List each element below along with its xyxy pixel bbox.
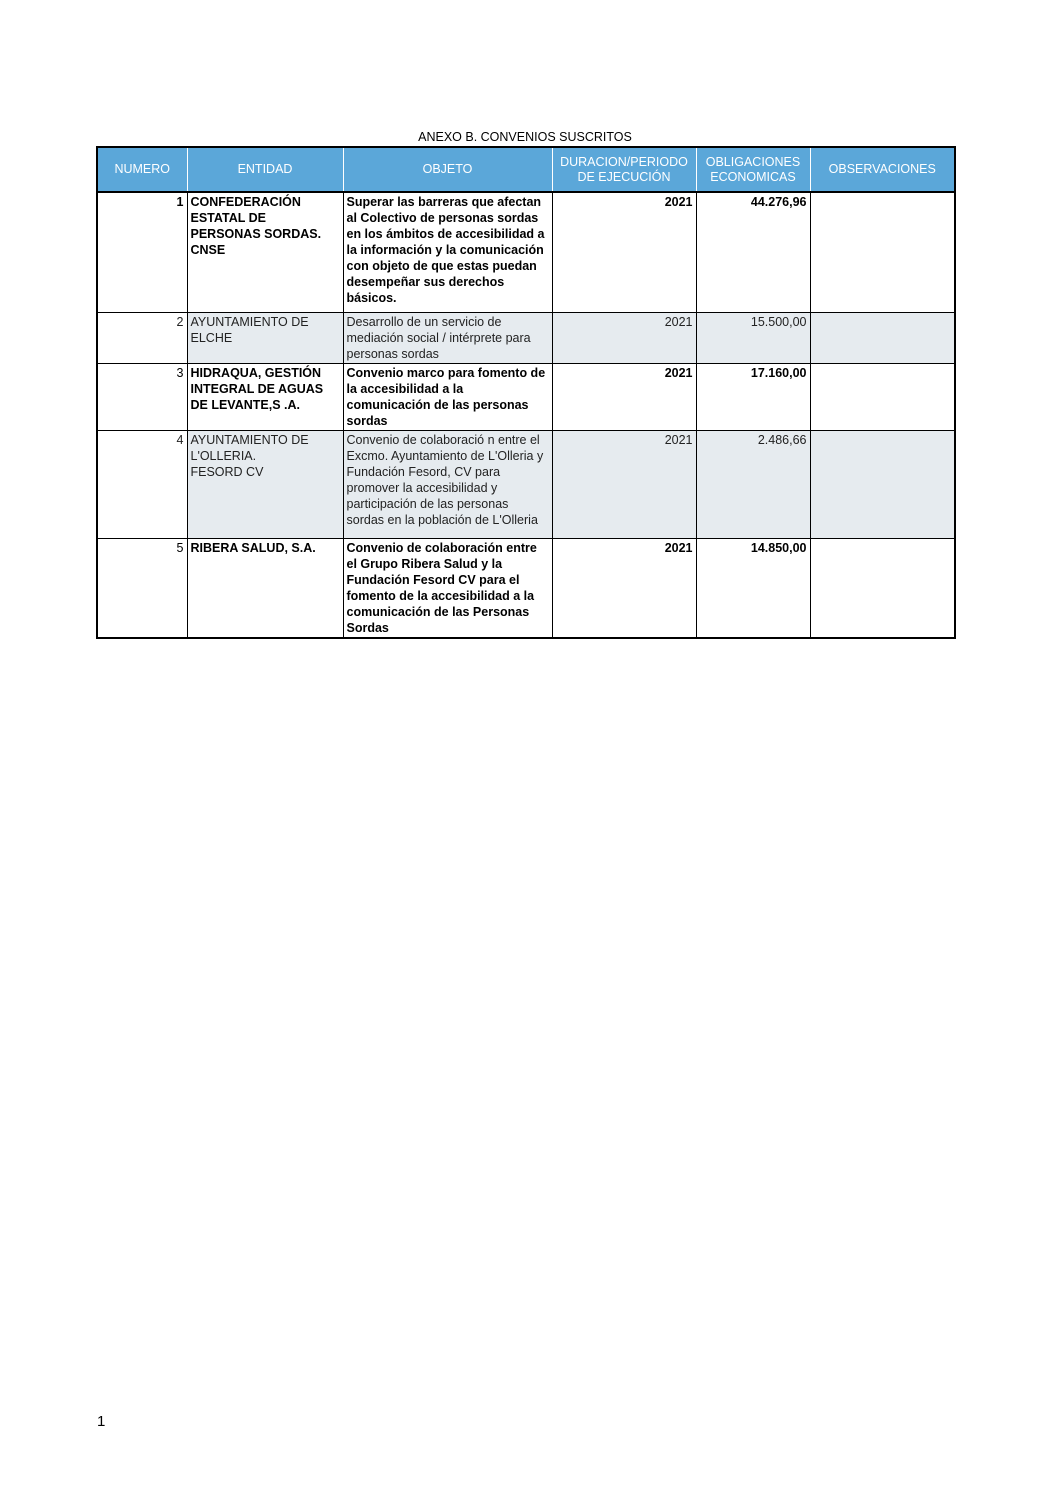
header-objeto: OBJETO	[343, 147, 552, 192]
header-obligaciones: OBLIGACIONES ECONOMICAS	[696, 147, 810, 192]
cell-observaciones	[810, 192, 955, 312]
cell-entidad: AYUNTAMIENTO DE ELCHE	[187, 312, 343, 363]
cell-objeto: Convenio marco para fomento de la accesibilidad a la comunicación de las personas sordas	[343, 363, 552, 430]
cell-entidad-line1: AYUNTAMIENTO DE L'OLLERIA.	[190, 432, 309, 463]
cell-entidad: HIDRAQUA, GESTIÓN INTEGRAL DE AGUAS DE LEVANTE,S .A.	[187, 363, 343, 430]
cell-obligaciones: 14.850,00	[696, 538, 810, 638]
cell-duracion: 2021	[552, 430, 696, 538]
cell-duracion: 2021	[552, 192, 696, 312]
cell-numero: 1	[97, 192, 187, 312]
cell-entidad: RIBERA SALUD, S.A.	[187, 538, 343, 638]
header-entidad: ENTIDAD	[187, 147, 343, 192]
cell-duracion: 2021	[552, 363, 696, 430]
cell-objeto: Superar las barreras que afectan al Colectivo de personas sordas en los ámbitos de accesibilidad a la información y la comunicación con objeto de que estas puedan desempeñar sus derechos básicos.	[343, 192, 552, 312]
cell-entidad: CONFEDERACIÓN ESTATAL DE PERSONAS SORDAS. CNSE	[187, 192, 343, 312]
cell-obligaciones: 44.276,96	[696, 192, 810, 312]
cell-objeto: Desarrollo de un servicio de mediación social / intérprete para personas sordas	[343, 312, 552, 363]
document-title: ANEXO B. CONVENIOS SUSCRITOS	[418, 130, 632, 144]
cell-duracion: 2021	[552, 312, 696, 363]
table-row	[97, 312, 955, 363]
cell-numero: 3	[97, 363, 187, 430]
table-row	[97, 192, 955, 312]
table-row	[97, 538, 955, 638]
cell-observaciones	[810, 538, 955, 638]
cell-observaciones	[810, 430, 955, 538]
cell-observaciones	[810, 312, 955, 363]
cell-obligaciones: 15.500,00	[696, 312, 810, 363]
cell-numero: 2	[97, 312, 187, 363]
cell-numero: 4	[97, 430, 187, 538]
header-numero: NUMERO	[97, 147, 187, 192]
header-duracion: DURACION/PERIODO DE EJECUCIÓN	[552, 147, 696, 192]
cell-numero: 5	[97, 538, 187, 638]
agreements-table	[96, 146, 956, 639]
table-header-row	[97, 147, 955, 192]
cell-obligaciones: 17.160,00	[696, 363, 810, 430]
cell-entidad-line2: FESORD CV	[190, 464, 264, 479]
cell-duracion: 2021	[552, 538, 696, 638]
cell-observaciones	[810, 363, 955, 430]
table-row	[97, 363, 955, 430]
cell-objeto: Convenio de colaboración entre el Grupo Ribera Salud y la Fundación Fesord CV para el fomento de la accesibilidad a la comunicación de las Personas Sordas	[343, 538, 552, 638]
header-observaciones: OBSERVACIONES	[810, 147, 955, 192]
page-number: 1	[97, 1413, 106, 1430]
table-row	[97, 430, 955, 538]
cell-obligaciones: 2.486,66	[696, 430, 810, 538]
cell-entidad	[187, 430, 343, 538]
cell-objeto: Convenio de colaboració n entre el Excmo. Ayuntamiento de L'Olleria y Fundación Fesord, CV para promover la accesibilidad y participación de las personas sordas en la población de L'Olleria	[343, 430, 552, 538]
